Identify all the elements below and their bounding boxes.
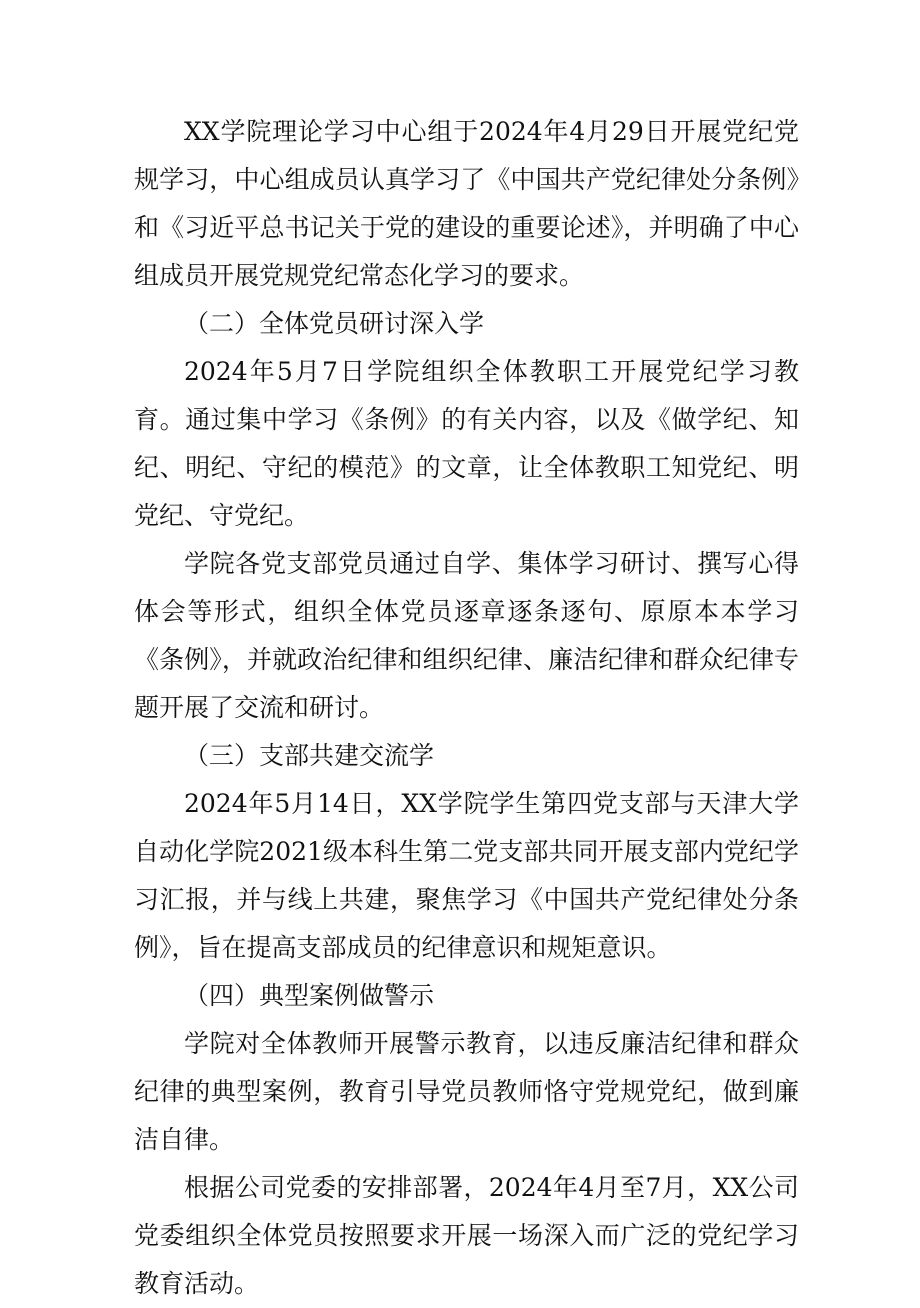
section-heading-4: （四）典型案例做警示 xyxy=(184,981,435,1010)
paragraph-warning-education: 学院对全体教师开展警示教育，以违反廉洁纪律和群众纪律的典型案例，教育引导党员教师恪守党规党纪，做到廉洁自律。 xyxy=(134,1029,799,1154)
section-heading-3: （三）支部共建交流学 xyxy=(184,741,435,770)
paragraph-joint-construction: 2024年5月14日，XX学院学生第四党支部与天津大学自动化学院2021级本科生第二党支部共同开展支部内党纪学习汇报，并与线上共建，聚焦学习《中国共产党纪律处分条例》，旨在提高支部成员的纪律意识和规矩意识。 xyxy=(134,789,799,962)
paragraph-center-group-study: XX学院理论学习中心组于2024年4月29日开展党纪党规学习，中心组成员认真学习了《中国共产党纪律处分条例》和《习近平总书记关于党的建设的重要论述》，并明确了中心组成员开展党规党纪常态化学习的要求。 xyxy=(134,117,799,290)
document-body xyxy=(134,108,799,1308)
paragraph-staff-education: 2024年5月7日学院组织全体教职工开展党纪学习教育。通过集中学习《条例》的有关内容，以及《做学纪、知纪、明纪、守纪的模范》的文章，让全体教职工知党纪、明党纪、守党纪。 xyxy=(134,357,799,530)
paragraph-branch-study: 学院各党支部党员通过自学、集体学习研讨、撰写心得体会等形式，组织全体党员逐章逐条逐句、原原本本学习《条例》，并就政治纪律和组织纪律、廉洁纪律和群众纪律专题开展了交流和研讨。 xyxy=(134,549,799,722)
paragraph-company-campaign: 根据公司党委的安排部署，2024年4月至7月，XX公司党委组织全体党员按照要求开展一场深入而广泛的党纪学习教育活动。 xyxy=(134,1173,799,1298)
section-heading-2: （二）全体党员研讨深入学 xyxy=(184,309,485,338)
